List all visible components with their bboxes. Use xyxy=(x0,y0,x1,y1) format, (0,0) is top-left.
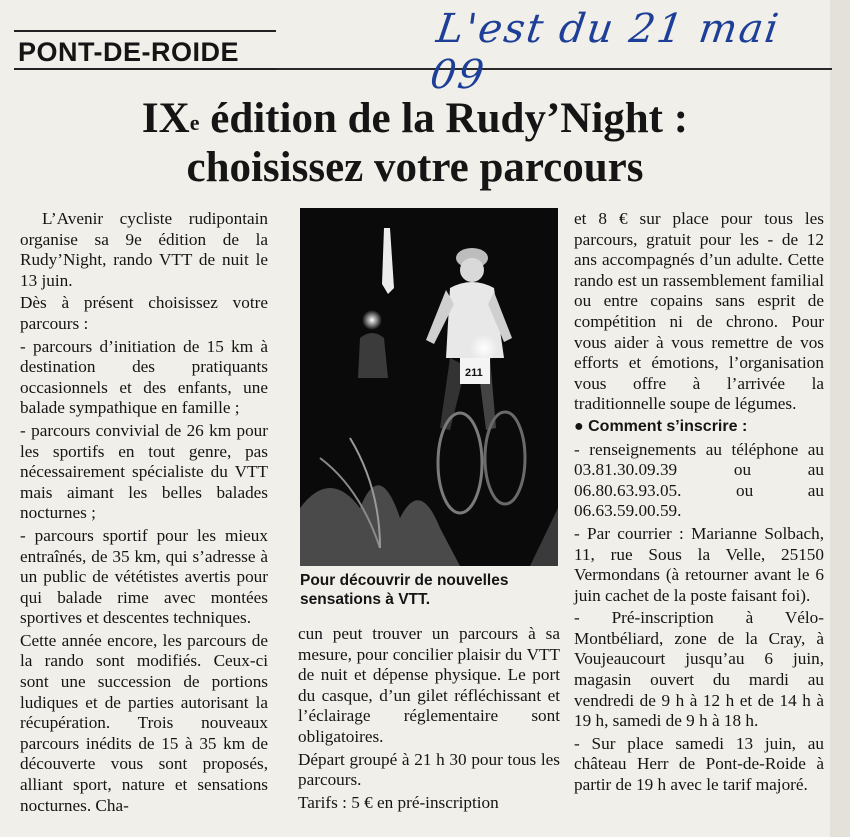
header-rule xyxy=(276,68,832,70)
section-label: PONT-DE-ROIDE xyxy=(14,30,276,70)
paragraph: cun peut trouver un parcours à sa mesure, pour concilier plaisir du VTT de nuit et dépense physique. Le port du casque, d’un gilet réfléchissant et l’éclairage réglementaire sont obligatoires. xyxy=(298,624,560,746)
photo-caption: Pour découvrir de nouvelles sensations à VTT. xyxy=(300,572,509,608)
article-column-2 xyxy=(298,624,560,813)
route-item: - parcours d’initiation de 15 km à destination des pratiquants occasionnels et des enfants, une balade sympathique en famille ; xyxy=(20,336,268,418)
route-item: - parcours sportif pour les mieux entraînés, de 35 km, qui s’adresse à un public de vététistes avertis pour qui balade rime avec montées sportives et descentes techniques. xyxy=(20,525,268,628)
registration-item: - Pré-inscription à Vélo-Montbéliard, zone de la Cray, à Voujeaucourt jusqu’au 6 juin, magasin ouvert du mardi au vendredi de 9 h à 12 h et de 14 h à 19 h, samedi de 9 h à 18 h. xyxy=(574,608,824,731)
departure-paragraph: Départ groupé à 21 h 30 pour tous les parcours. xyxy=(298,749,560,790)
lamp-glow xyxy=(362,310,382,330)
cyclist-night-photo xyxy=(300,208,558,566)
handwritten-date-annotation: L'est du 21 mai 09 xyxy=(427,6,784,98)
photo-illustration xyxy=(300,208,558,566)
route-item: - parcours convivial de 26 km pour les sportifs en tout genre, pas nécessairement spécialiste du VTT mais aimant les belles balades nocturnes ; xyxy=(20,420,268,523)
registration-heading: ● Comment s’inscrire : xyxy=(574,417,748,435)
registration-item: - renseignements au téléphone au 03.81.30.09.39 ou au 06.80.63.93.05. ou au 06.63.59.00.59. xyxy=(574,439,824,521)
race-bib-number: 211 xyxy=(465,367,483,379)
registration-item: - Par courrier : Marianne Solbach, 11, rue Sous la Velle, 25150 Vermondans (à retourner avant le 6 juin cachet de la poste faisant foi). xyxy=(574,523,824,605)
bike-lamp-glow xyxy=(470,334,498,362)
paragraph: Cette année encore, les parcours de la rando sont modifiés. Ceux-ci sont une succession de portions ludiques et de parties autorisant la récupération. Trois nouveaux parcours inédits de 15 à 35 km de découverte vous sont proposés, alliant sport, nature et sensations nocturnes. Cha- xyxy=(20,630,268,815)
article-column-3 xyxy=(574,209,824,796)
headline-line-2: choisissez votre parcours xyxy=(186,144,644,191)
prices-paragraph: Tarifs : 5 € en pré-inscription xyxy=(298,792,499,812)
adjacent-page-strip xyxy=(830,0,850,837)
article-column-1 xyxy=(20,209,268,816)
registration-item: - Sur place samedi 13 juin, au château Herr de Pont-de-Roide à partir de 19 h avec le tarif majoré. xyxy=(574,733,824,795)
paragraph: Dès à présent choisissez votre parcours : xyxy=(20,293,268,333)
intro-paragraph: L’Avenir cycliste rudipontain organise sa 9e édition de la Rudy’Night, rando VTT de nuit le 13 juin. xyxy=(20,209,268,290)
headline xyxy=(20,94,810,192)
headline-line-1: IXe édition de la Rudy’Night : xyxy=(141,95,689,142)
paragraph: et 8 € sur place pour tous les parcours, gratuit pour les - de 12 ans accompagnés d’un adulte. Cette rando est un rassemblement familial ou entre copains sans esprit de compétition ni de chrono. Pour vous aider à vous remettre de vos efforts et émotions, l’organisation vous offre à l’arrivée la traditionnelle soupe de légumes. xyxy=(574,209,824,414)
